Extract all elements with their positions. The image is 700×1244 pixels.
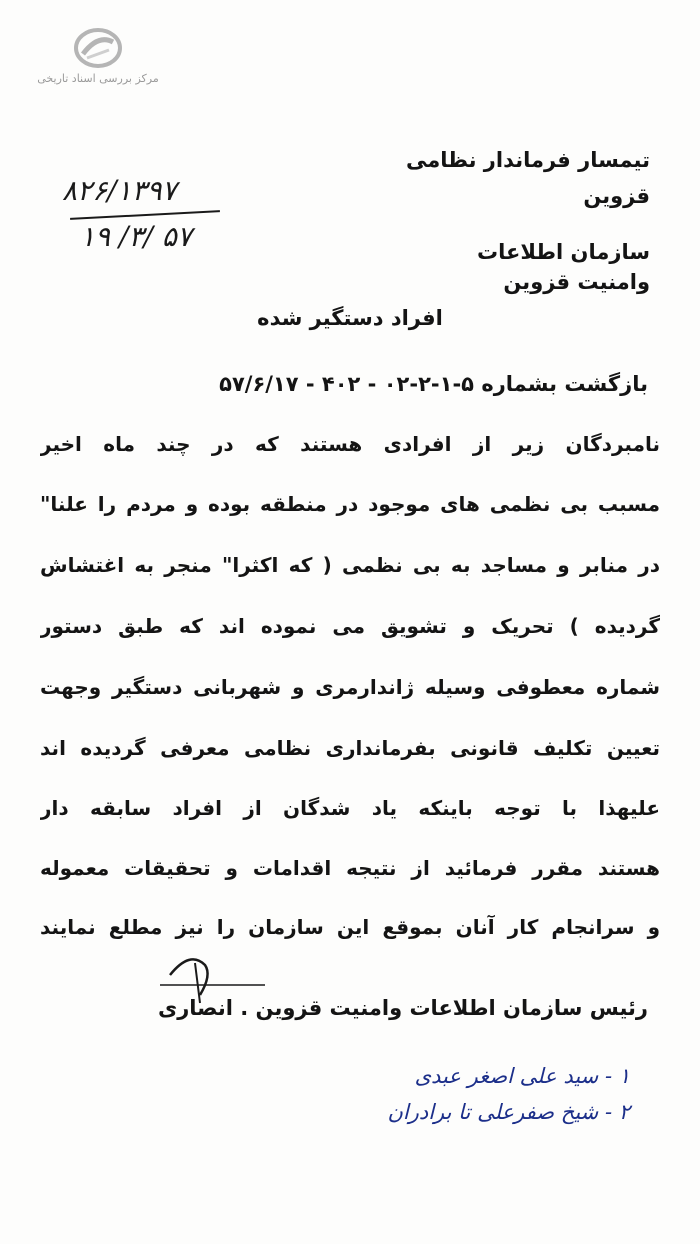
watermark-text: مرکز بررسی اسناد تاریخی [37, 72, 159, 85]
body-line: گردیده ) تحریک و تشویق می نموده اند که طبق دستور [40, 614, 660, 638]
recipient-line-2: قزوین [583, 184, 650, 208]
sender-line-1: سازمان اطلاعات [476, 240, 650, 264]
body-line: شماره معطوفی وسیله ژاندارمری و شهربانی دستگیر وجهت [40, 675, 660, 699]
reference-label: بازگشت بشماره [481, 372, 648, 396]
sender-line-2: وامنیت قزوین [503, 270, 650, 294]
body-line: تعیین تکلیف قانونی بفرمانداری نظامی معرفی گردیده اند [40, 736, 660, 760]
body-line: و سرانجام کار آنان بموقع این سازمان را نیز مطلع نمایند [40, 915, 660, 939]
body-line: در منابر و مساجد به بی نظمی ( که اکثرا" منجر به اغتشاش [40, 553, 660, 577]
handwritten-ref-date: ۱۹ /۳/ ۵۷ [80, 220, 192, 253]
reference-date: ۵۷/۶/۱۷ [219, 372, 299, 396]
reference-number: ۵-۱-۲-۰۲ - ۴۰۲ - [305, 372, 474, 396]
body-line: نامبردگان زیر از افرادی هستند که در چند ماه اخیر [40, 432, 660, 456]
handwritten-divider [70, 210, 220, 220]
body-line: علیهذا با توجه باینکه یاد شدگان از افراد سابقه دار [40, 796, 660, 820]
reference-line [48, 372, 648, 396]
archive-logo-icon [73, 28, 123, 72]
watermark [28, 28, 168, 98]
body-line: مسبب بی نظمی های موجود در منطقه بوده و مردم را علنا" [40, 492, 660, 516]
signature-line: رئیس سازمان اطلاعات وامنیت قزوین . انصاری [157, 996, 648, 1020]
body-line: هستند مقرر فرمائید از نتیجه اقدامات و تحقیقات معموله [40, 856, 660, 880]
handwritten-ref-number: ۸۲۶/۱۳۹۷ [62, 174, 177, 207]
handwritten-list-item: ۲ - شیخ صفرعلی تا برادران [387, 1100, 630, 1124]
handwritten-list-item: ۱ - سید علی اصغر عبدی [414, 1064, 630, 1088]
subject-heading: افراد دستگیر شده [257, 306, 443, 330]
recipient-line-1: تیمسار فرماندار نظامی [406, 148, 650, 172]
